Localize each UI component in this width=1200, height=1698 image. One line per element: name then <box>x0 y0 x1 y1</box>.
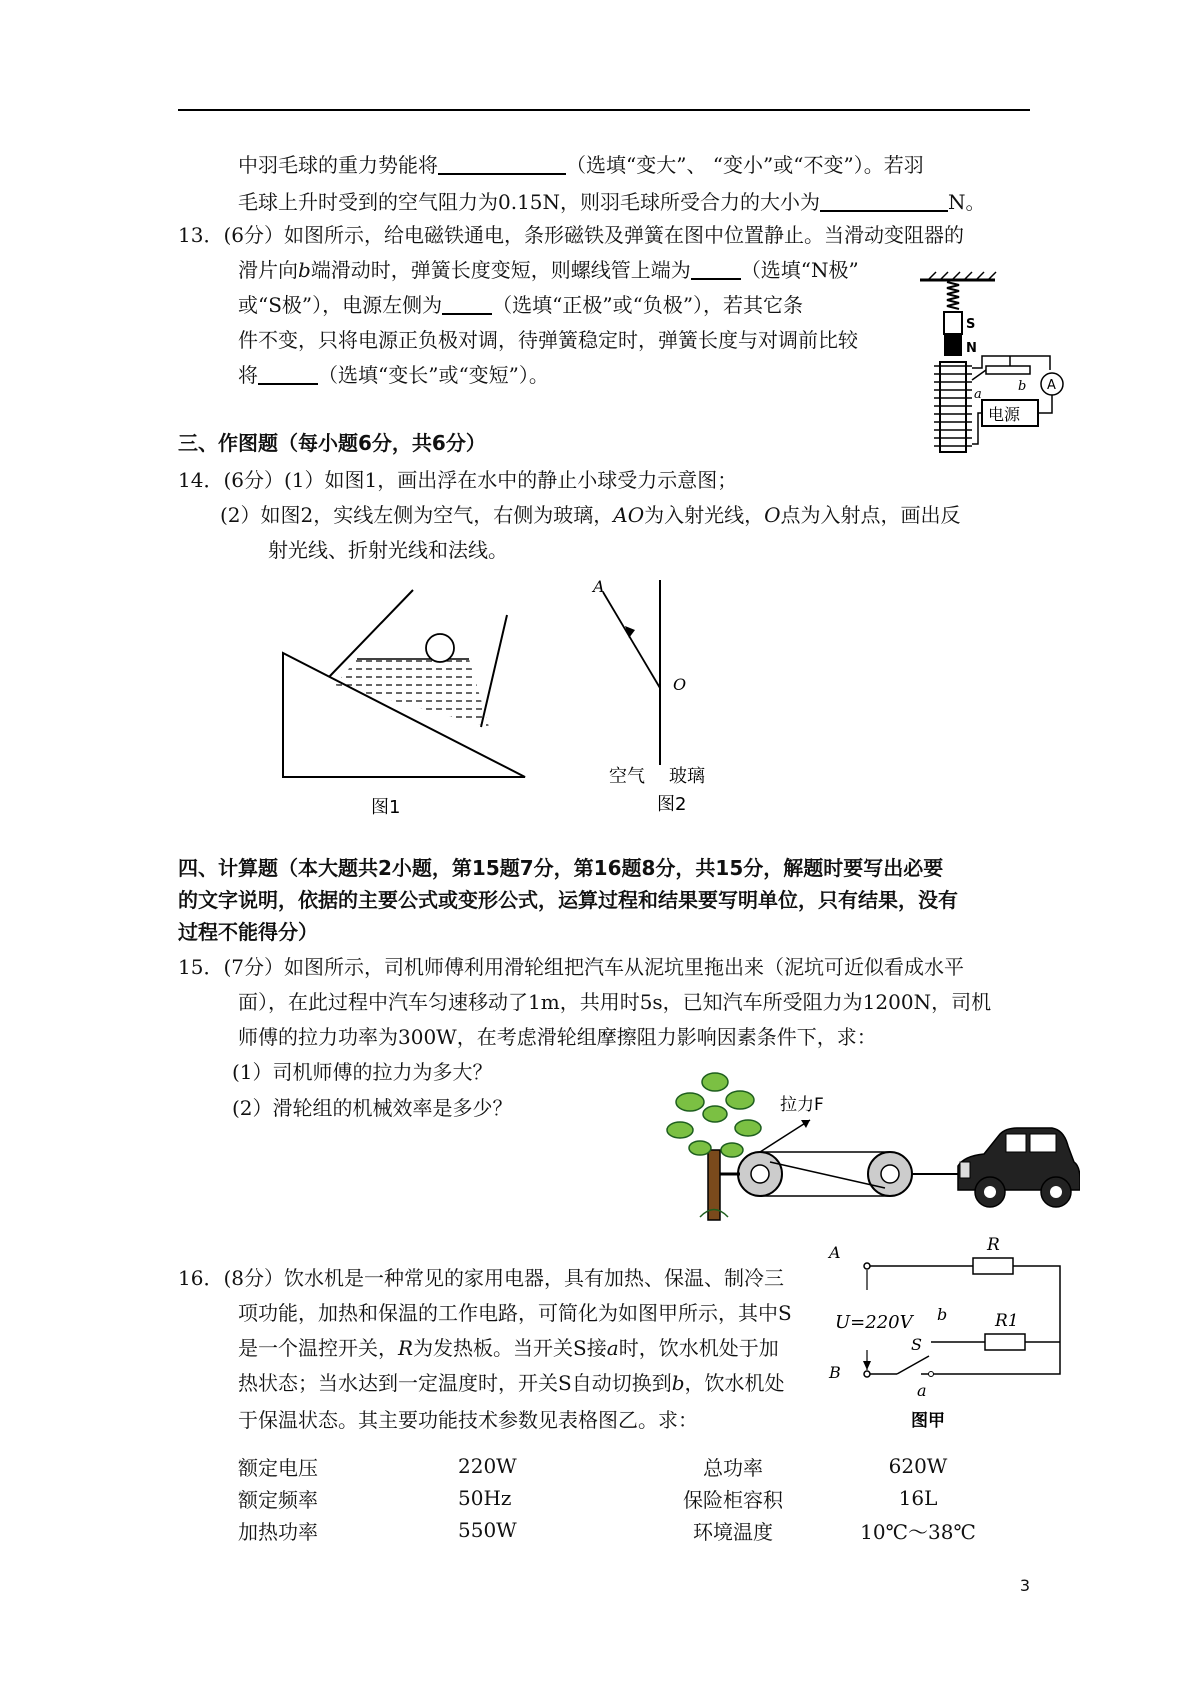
contact-a-label: a <box>917 1381 927 1400</box>
electromagnet-figure <box>900 270 1065 465</box>
q16-var-r: R <box>398 1336 414 1360</box>
q12-blank-2[interactable] <box>820 188 948 212</box>
q13-text: 或“S极”），电源左侧为 <box>238 293 443 317</box>
spec-table-cell: 加热功率 <box>238 1519 318 1544</box>
q14-line-1: 14．(6分）(1）如图1，画出浮在水中的静止小球受力示意图； <box>178 468 738 492</box>
voltage-label: U=220V <box>835 1312 913 1333</box>
q16-text: ，饮水机处 <box>684 1371 785 1395</box>
spec-table-cell: 保险柜容积 <box>683 1487 783 1512</box>
resistor-r1 <box>985 1334 1025 1350</box>
q16-line-4 <box>238 1368 785 1398</box>
air-label: 空气 <box>609 766 645 787</box>
pulley-car-figure <box>660 1062 1080 1227</box>
spec-table-row <box>238 1514 1018 1546</box>
q13-text: 将 <box>238 363 258 387</box>
q16-line-3 <box>238 1333 779 1363</box>
resistor-r <box>973 1258 1013 1274</box>
rheostat <box>986 366 1030 374</box>
switch-s-label: S <box>911 1335 922 1354</box>
magnet-n-half <box>944 334 962 356</box>
wire-right <box>1038 395 1052 413</box>
wire-bottom <box>972 413 982 444</box>
incident-ray <box>603 592 660 688</box>
figure-2 <box>585 570 725 815</box>
figure-2-label: 图2 <box>657 794 687 815</box>
magnet-s-half <box>944 312 962 334</box>
q13-text: （选填“正极”或“负极”），若其它条 <box>492 293 804 317</box>
pull-force-label: 拉力F <box>780 1095 824 1115</box>
q14-var-o: O <box>764 503 781 527</box>
q16-text: 为发热板。当开关S接 <box>413 1336 607 1360</box>
floating-ball <box>426 634 454 662</box>
q14-text: (2）如图2，实线左侧为空气，右侧为玻璃， <box>220 503 614 527</box>
figure-1 <box>275 585 535 815</box>
node-b-label: B <box>829 1363 841 1382</box>
q16-line-5: 于保温状态。其主要功能技术参数见表格图乙。求： <box>238 1408 698 1432</box>
q13-line-5 <box>238 360 549 390</box>
q12-line-2 <box>238 187 986 217</box>
q16-line-2: 项功能，加热和保温的工作电路，可简化为如图甲所示，其中S <box>238 1301 792 1325</box>
contact-b-label: b <box>937 1305 948 1324</box>
pull-arrow-icon <box>801 1120 810 1128</box>
point-a-label: A <box>593 577 605 596</box>
q13-line-4: 件不变，只将电源正负极对调，待弹簧稳定时，弹簧长度与对调前比较 <box>238 328 858 352</box>
spec-table-cell: 550W <box>458 1518 517 1542</box>
q16-text: 时，饮水机处于加 <box>618 1336 779 1360</box>
container-right-wall <box>481 615 507 727</box>
resistor-r1-label: R1 <box>995 1311 1019 1331</box>
section-3-title: 三、作图题（每小题6分，共6分） <box>178 431 486 455</box>
q13-text: （选填“N极” <box>740 258 859 282</box>
q13-blank-1[interactable] <box>691 256 741 280</box>
spec-table <box>238 1450 1018 1546</box>
spec-table-cell: 额定频率 <box>238 1487 318 1512</box>
q16-var-b: b <box>671 1371 685 1395</box>
ammeter-label: A <box>1047 378 1056 393</box>
q15-line-1: 15．(7分）如图所示，司机师傅利用滑轮组把汽车从泥坑里拖出来（泥坑可近似看成水平 <box>178 955 964 979</box>
terminal-a-icon <box>864 1263 870 1269</box>
q16-text: 是一个温控开关， <box>238 1336 398 1360</box>
spring <box>947 282 959 309</box>
spec-table-row <box>238 1482 1018 1514</box>
q13-text: 滑片向 <box>238 258 298 282</box>
q12-text: 中羽毛球的重力势能将 <box>238 153 438 177</box>
switch-s-icon <box>897 1356 929 1374</box>
q14-line-2 <box>220 500 961 530</box>
contact-a-icon <box>929 1372 934 1377</box>
rheostat-b-label: b <box>1018 379 1027 394</box>
node-a-label: A <box>829 1243 841 1262</box>
q13-line-3 <box>238 290 803 320</box>
tree-leaves-icon <box>667 1073 761 1157</box>
spec-table-cell: 220W <box>458 1454 517 1478</box>
spec-table-cell: 10℃～38℃ <box>860 1519 976 1544</box>
circuit-figure <box>825 1230 1075 1430</box>
spec-table-cell: 额定电压 <box>238 1455 318 1480</box>
car-icon <box>958 1128 1080 1207</box>
header-rule <box>178 109 1030 111</box>
glass-label: 玻璃 <box>669 766 705 787</box>
point-o-label: O <box>673 675 687 694</box>
q12-blank-1[interactable] <box>438 151 566 175</box>
q15-sub-1: (1）司机师傅的拉力为多大？ <box>232 1060 493 1084</box>
section-4-line-2: 的文字说明，依据的主要公式或变形公式，运算过程和结果要写明单位，只有结果，没有 <box>178 888 958 912</box>
q12-text: 毛球上升时受到的空气阻力为0.15N，则羽毛球所受合力的大小为 <box>238 190 821 214</box>
q14-line-3: 射光线、折射光线和法线。 <box>268 538 508 562</box>
spec-table-cell: 环境温度 <box>693 1519 773 1544</box>
spec-table-cell: 620W <box>888 1454 948 1478</box>
q13-line-1: 13．(6分）如图所示，给电磁铁通电，条形磁铁及弹簧在图中位置静止。当滑动变阻器的 <box>178 223 964 247</box>
q14-var-ao: AO <box>613 503 645 527</box>
q14-text: 为入射光线， <box>644 503 765 527</box>
wire-to-rheostat <box>972 370 986 380</box>
spec-table-cell: 50Hz <box>458 1486 512 1510</box>
terminal-b-icon <box>864 1371 870 1377</box>
magnet-n-label: N <box>966 341 977 356</box>
q13-var-b: b <box>298 258 311 282</box>
q14-text: 点为入射点，画出反 <box>780 503 961 527</box>
q13-text: 端滑动时，弹簧长度变短，则螺线管上端为 <box>310 258 691 282</box>
q15-line-2: 面），在此过程中汽车匀速移动了1m，共用时5s，已知汽车所受阻力为1200N，司机 <box>238 990 992 1014</box>
q12-text: （选填“变大”、 “变小”或“不变”）。若羽 <box>566 153 924 177</box>
circuit-figure-label: 图甲 <box>911 1411 945 1430</box>
section-4-line-3: 过程不能得分） <box>178 920 318 944</box>
q15-sub-2: (2）滑轮组的机械效率是多少？ <box>232 1096 513 1120</box>
resistor-r-label: R <box>987 1235 1000 1255</box>
spec-table-cell: 16L <box>898 1486 938 1510</box>
magnet-s-label: S <box>966 317 976 332</box>
q16-line-1: 16．(8分）饮水机是一种常见的家用电器，具有加热、保温、制冷三 <box>178 1266 784 1290</box>
rheostat-a-label: a <box>974 387 982 402</box>
page-number: 3 <box>1019 1576 1030 1595</box>
power-source-label: 电源 <box>988 405 1021 424</box>
pull-rope <box>760 1120 810 1152</box>
figure-1-label: 图1 <box>371 797 401 815</box>
q12-text: N。 <box>948 190 986 214</box>
q15-line-3: 师傅的拉力功率为300W，在考虑滑轮组摩擦阻力影响因素条件下，求： <box>238 1025 877 1049</box>
q12-line-1 <box>238 150 924 180</box>
spec-table-row <box>238 1450 1018 1482</box>
q16-text: 热状态；当水达到一定温度时，开关S自动切换到 <box>238 1371 672 1395</box>
section-4-line-1: 四、计算题（本大题共2小题，第15题7分，第16题8分，共15分，解题时要写出必要 <box>178 856 944 880</box>
spec-table-cell: 总功率 <box>703 1455 763 1480</box>
voltage-arrow-icon <box>863 1361 871 1370</box>
q13-blank-2[interactable] <box>442 291 492 315</box>
q13-line-2 <box>238 255 859 285</box>
q16-var-a: a <box>606 1336 619 1360</box>
q13-text: （选填“变长”或“变短”）。 <box>318 363 549 387</box>
q13-blank-3[interactable] <box>258 361 318 385</box>
